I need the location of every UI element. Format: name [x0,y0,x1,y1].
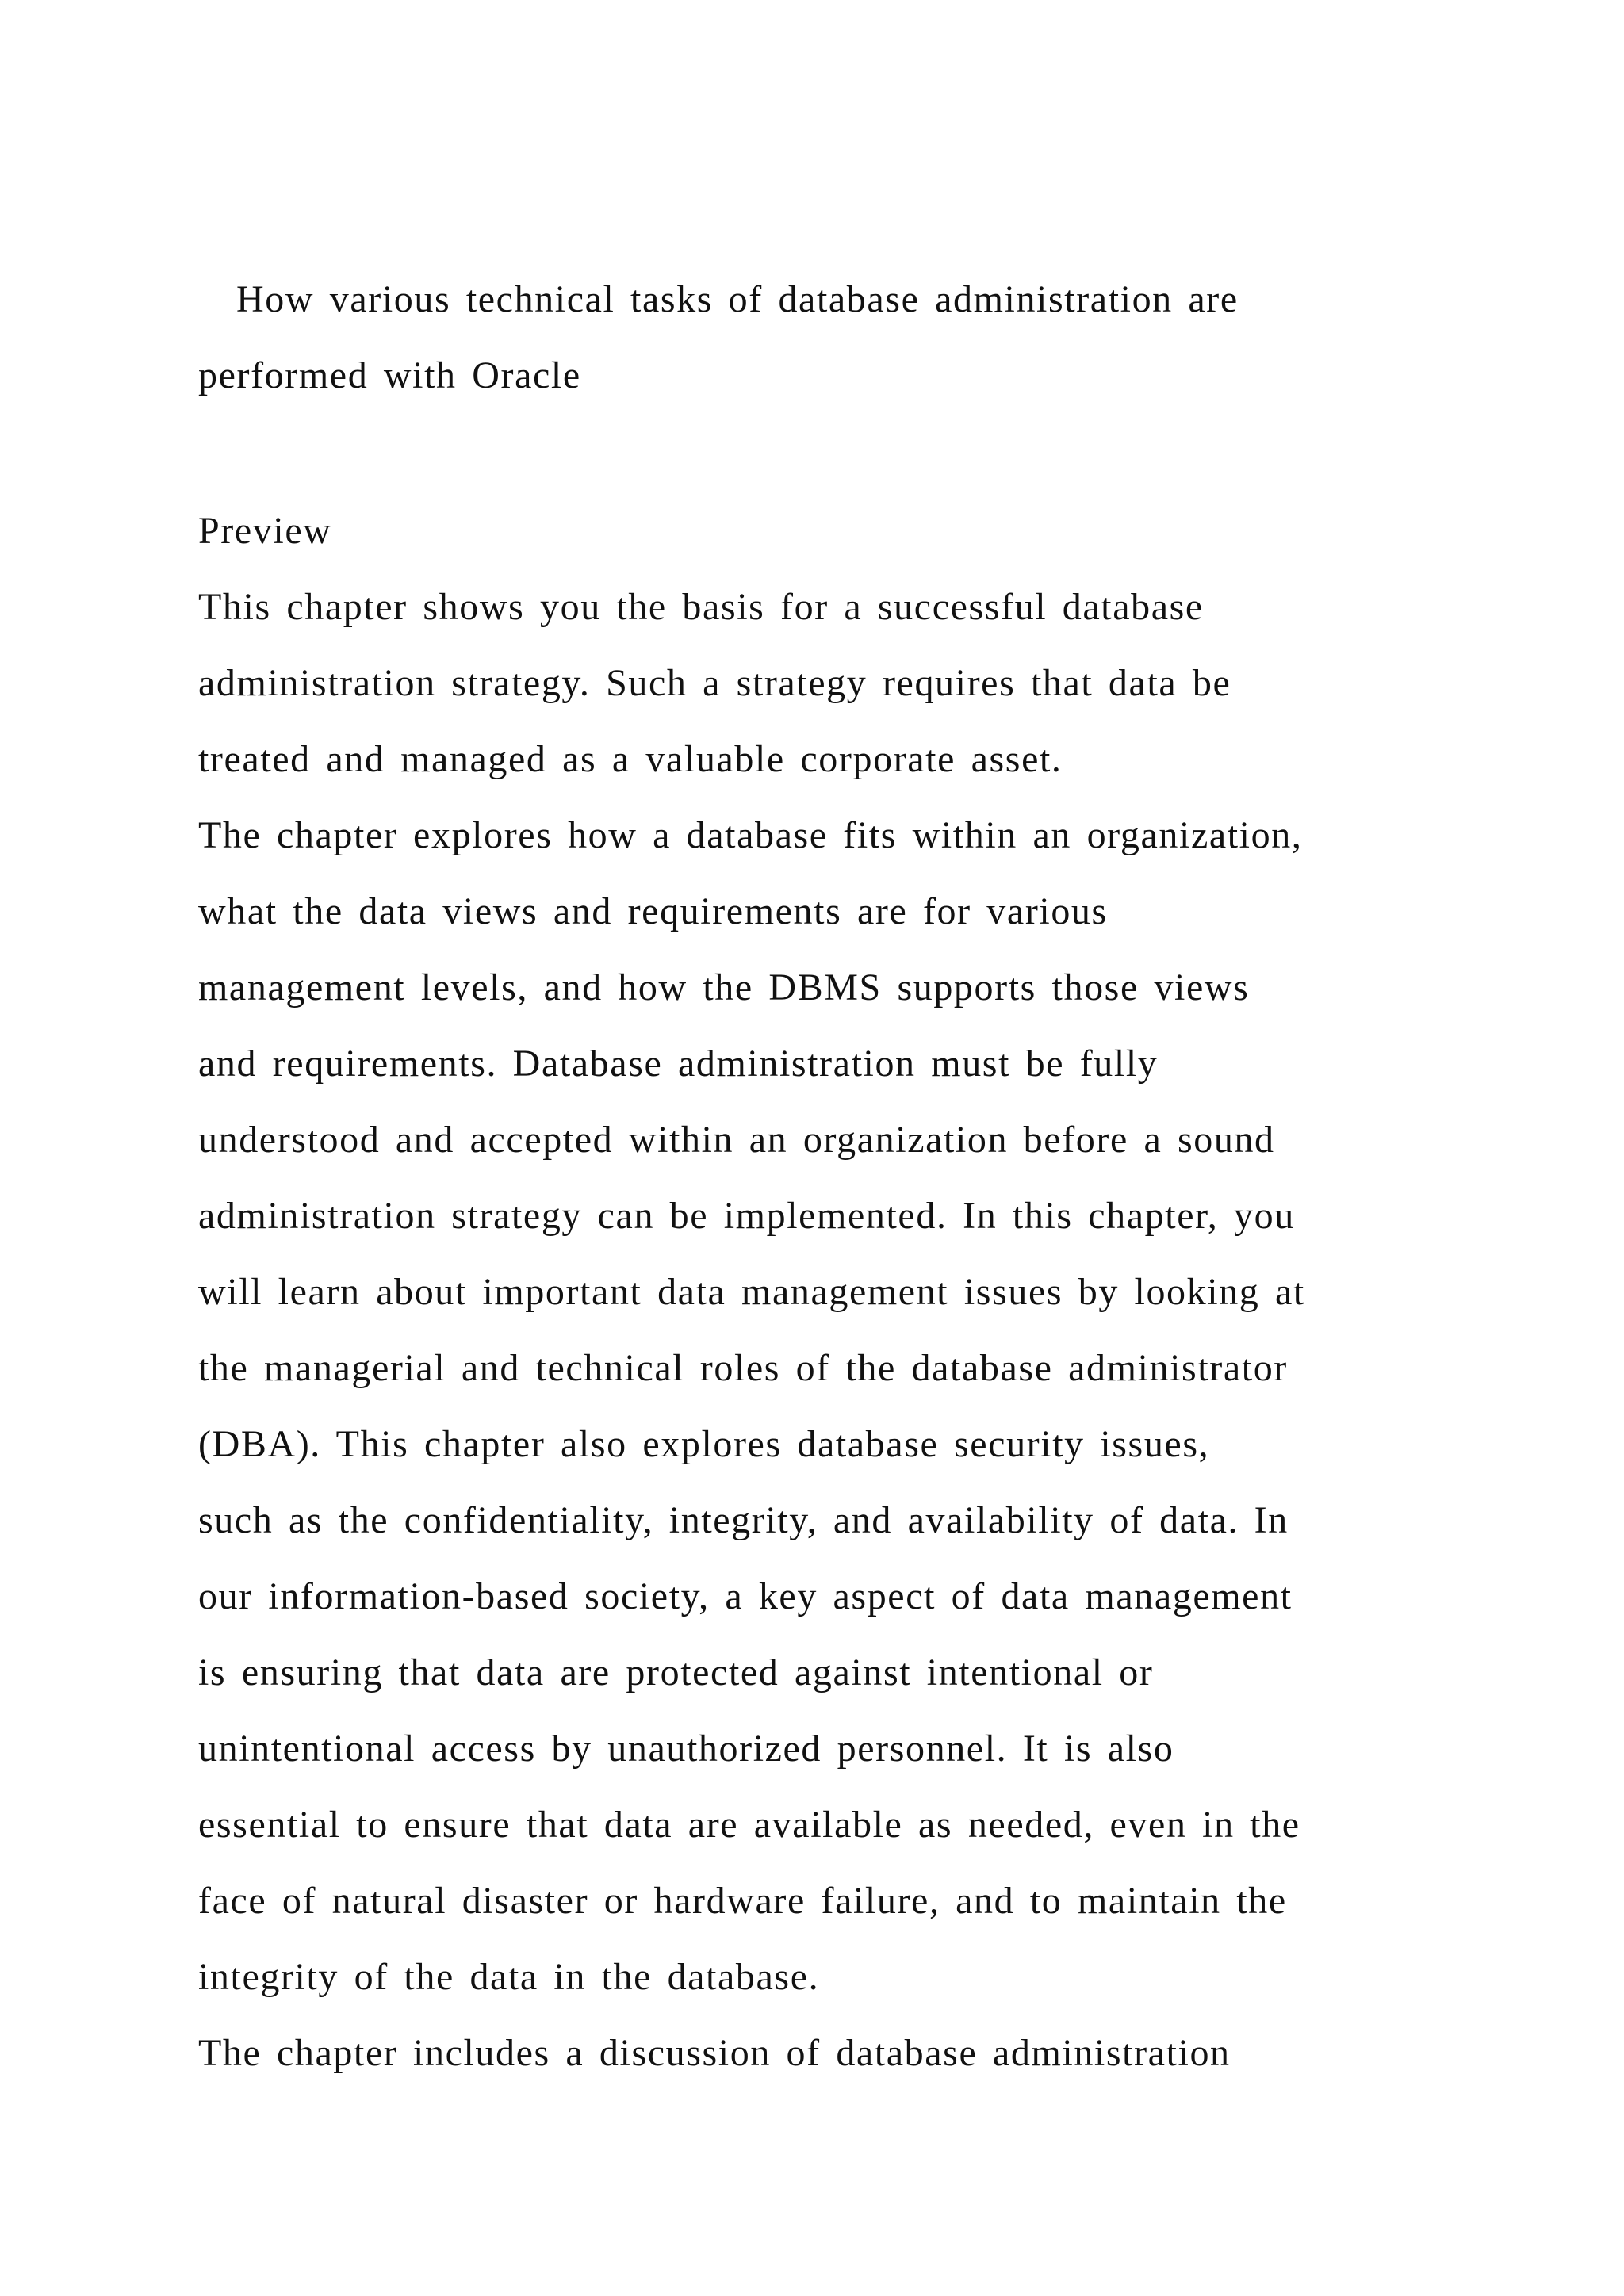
body-line-11: the managerial and technical roles of the database administrator [198,1347,1288,1389]
body-line-3: treated and managed as a valuable corporate asset. [198,738,1063,780]
heading-line-2: performed with Oracle [198,354,581,396]
body-line-18: face of natural disaster or hardware failure, and to maintain the [198,1880,1287,1922]
body-line-1: This chapter shows you the basis for a successful database [198,586,1204,628]
body-line-19: integrity of the data in the database. [198,1956,820,1998]
body-line-15: is ensuring that data are protected against intentional or [198,1651,1154,1693]
body-line-6: management levels, and how the DBMS supports those views [198,966,1250,1008]
heading-line-1: How various technical tasks of database administration are [236,278,1239,320]
body-line-14: our information-based society, a key aspect of data management [198,1575,1293,1617]
body-line-7: and requirements. Database administration must be fully [198,1043,1159,1085]
body-line-8: understood and accepted within an organization before a sound [198,1119,1275,1161]
body-line-10: will learn about important data management issues by looking at [198,1271,1305,1313]
body-line-17: essential to ensure that data are available as needed, even in the [198,1804,1300,1846]
body-line-9: administration strategy can be implemented. In this chapter, you [198,1195,1295,1237]
body-line-12: (DBA). This chapter also explores database security issues, [198,1423,1210,1465]
body-line-16: unintentional access by unauthorized personnel. It is also [198,1728,1174,1770]
body-line-5: what the data views and requirements are for various [198,890,1108,932]
body-line-2: administration strategy. Such a strategy requires that data be [198,662,1231,704]
body-line-20: The chapter includes a discussion of database administration [198,2032,1231,2074]
body-line-4: The chapter explores how a database fits within an organization, [198,814,1303,856]
body-line-13: such as the confidentiality, integrity, and availability of data. In [198,1499,1289,1541]
section-title: Preview [198,510,332,552]
